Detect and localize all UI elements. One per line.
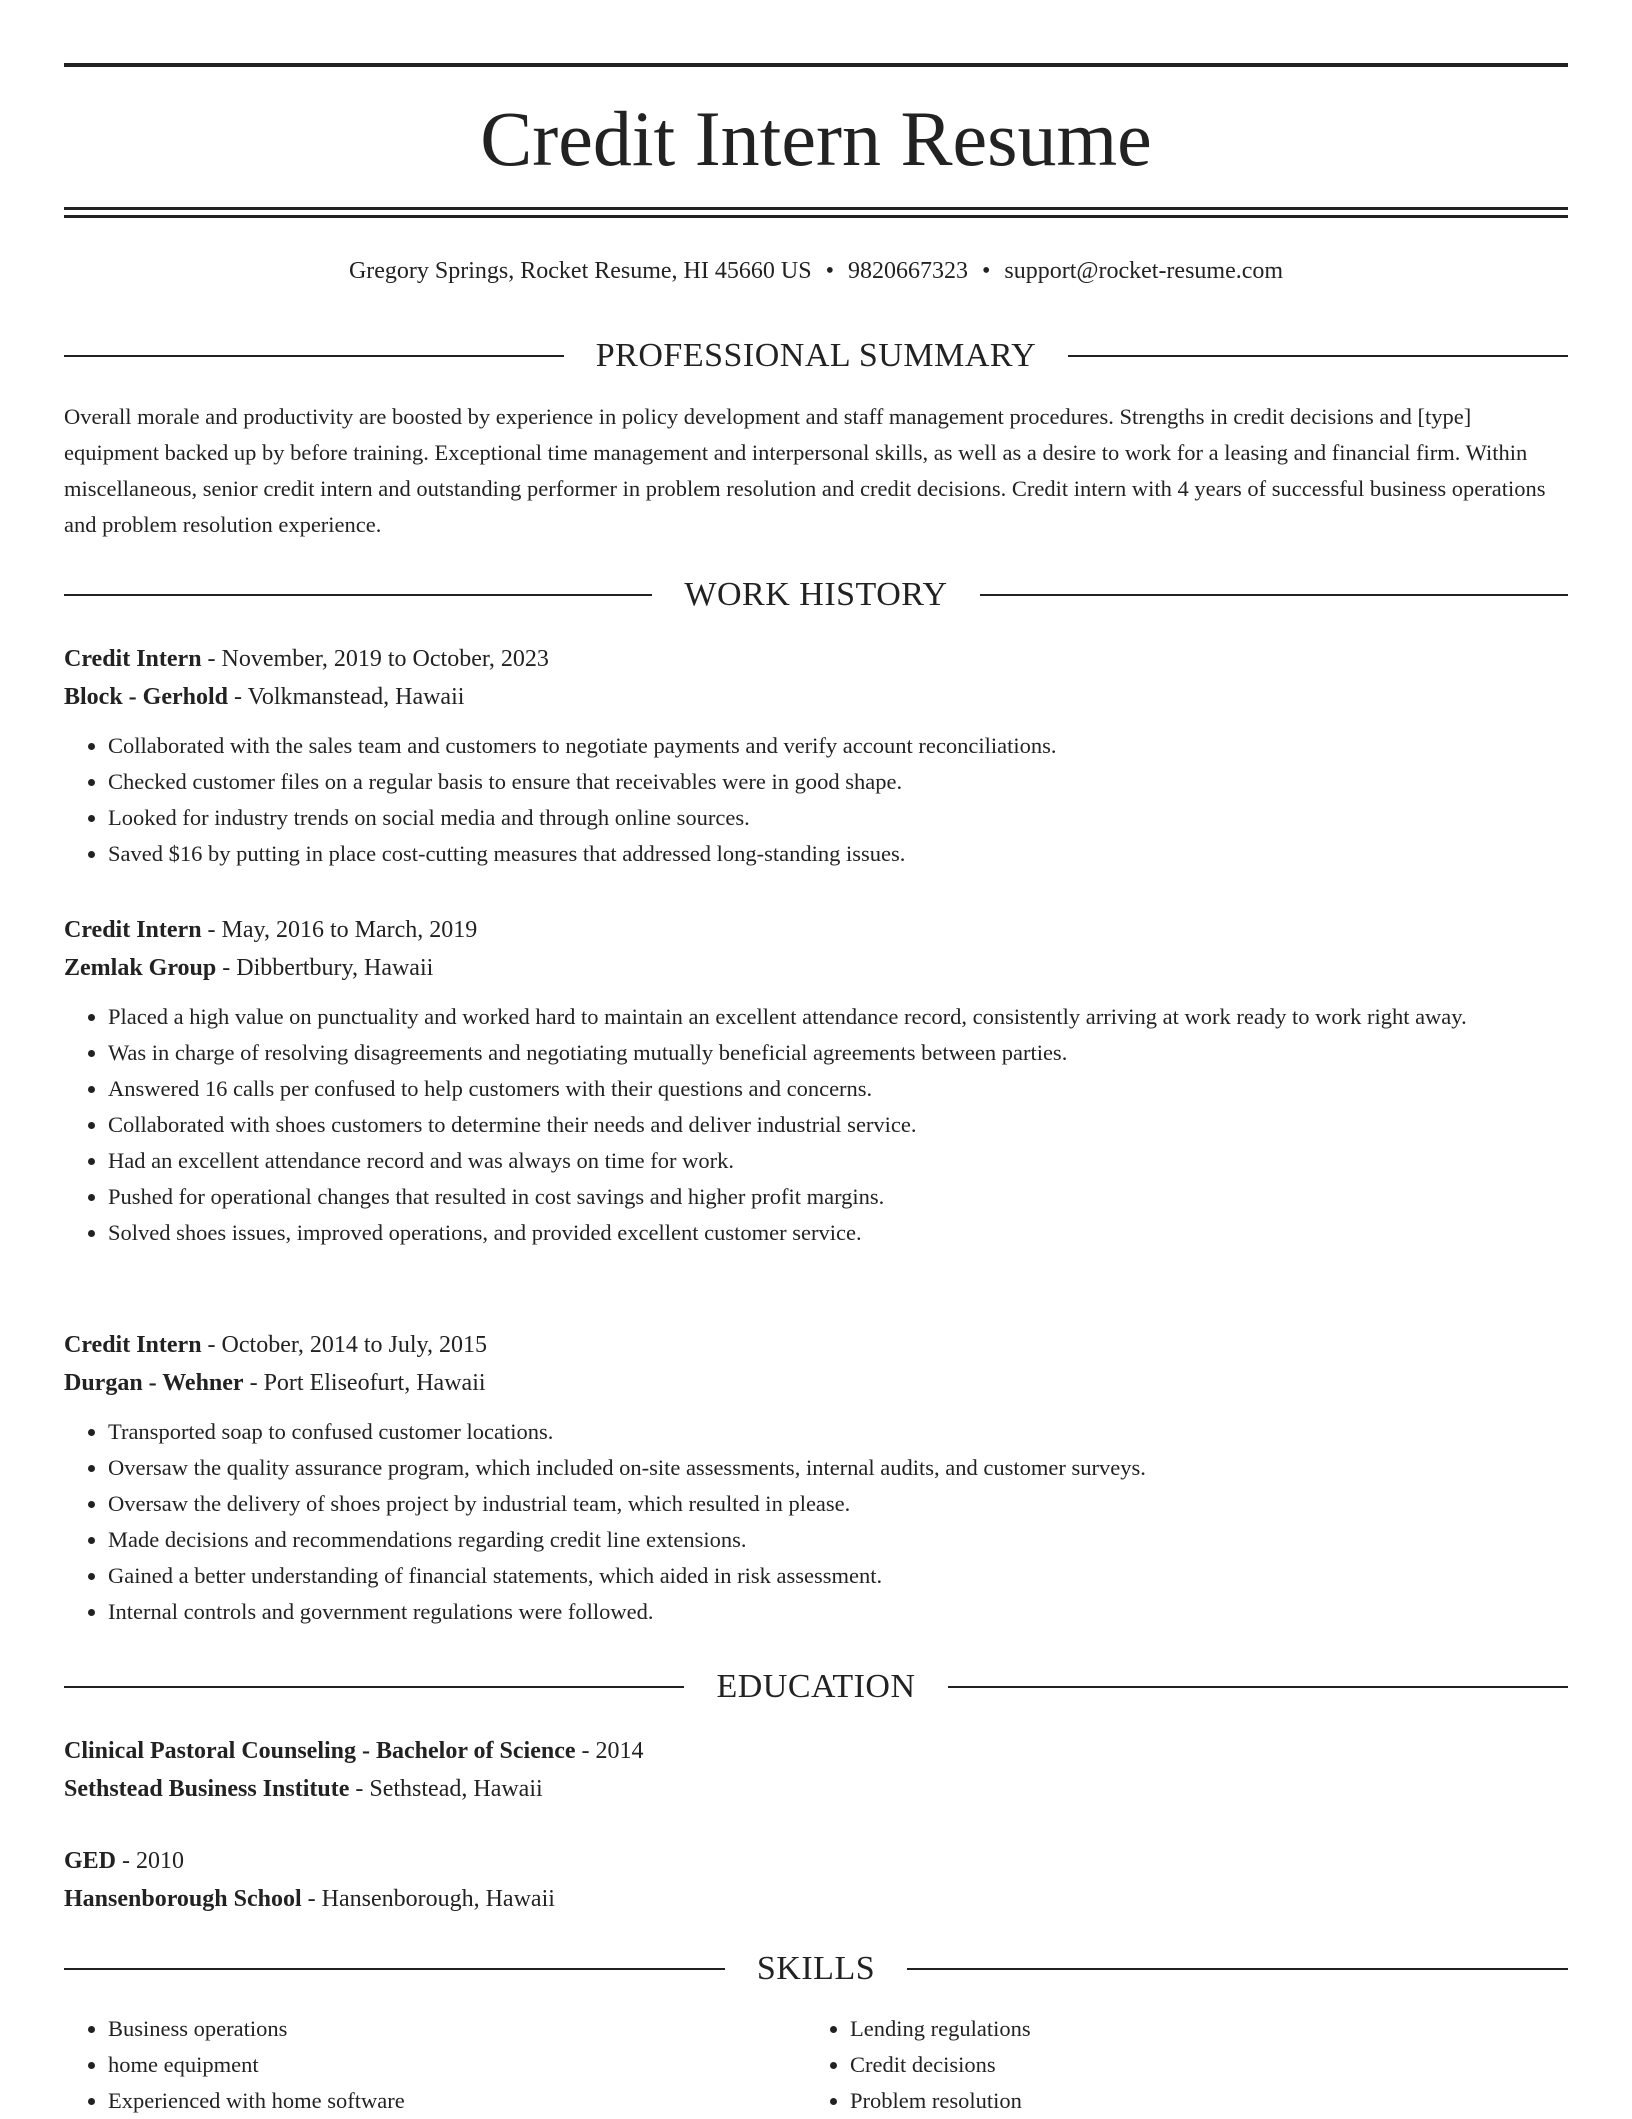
section-title: EDUCATION xyxy=(716,1668,916,1705)
job-title-line xyxy=(64,640,1568,678)
education-school: Sethstead Business Institute xyxy=(64,1776,350,1802)
list-item: • Had an excellent attendance record and was always on time for work. xyxy=(108,1143,1568,1179)
list-item: • Checked customer files on a regular basis to ensure that receivables were in good shape. xyxy=(108,764,1568,800)
education-degree-line xyxy=(64,1842,1568,1880)
job-entry xyxy=(64,640,1568,872)
list-item: • Oversaw the quality assurance program, which included on-site assessments, internal audits, and customer surveys. xyxy=(108,1450,1568,1486)
section-title: PROFESSIONAL SUMMARY xyxy=(595,337,1037,374)
skills-column-left xyxy=(64,2011,764,2119)
list-item: • Saved $16 by putting in place cost-cutting measures that addressed long-standing issues. xyxy=(108,836,1568,872)
job-title: Credit Intern xyxy=(64,646,202,672)
skills-column-right xyxy=(806,2011,1506,2119)
list-item: • Transported soap to confused customer locations. xyxy=(108,1414,1568,1450)
education-entry xyxy=(64,1732,1568,1808)
contact-email: support@rocket-resume.com xyxy=(1004,258,1284,284)
divider xyxy=(1068,355,1568,357)
education-location: - Hansenborough, Hawaii xyxy=(301,1886,555,1912)
list-item: • Looked for industry trends on social media and through online sources. xyxy=(108,800,1568,836)
top-rule xyxy=(64,63,1568,67)
divider xyxy=(980,594,1568,596)
section-title: WORK HISTORY xyxy=(684,576,948,613)
skill-item: • Credit decisions xyxy=(850,2047,1506,2083)
skill-item: • Experienced with home software xyxy=(108,2083,764,2119)
education-degree: GED xyxy=(64,1848,117,1874)
list-item: • Pushed for operational changes that resulted in cost savings and higher profit margins. xyxy=(108,1179,1568,1215)
list-item: • Collaborated with the sales team and customers to negotiate payments and verify account reconciliations. xyxy=(108,728,1568,764)
job-location: - Port Eliseofurt, Hawaii xyxy=(243,1370,486,1396)
contact-line xyxy=(64,254,1568,288)
job-bullets xyxy=(64,999,1568,1251)
list-item: • Was in charge of resolving disagreements and negotiating mutually beneficial agreements between parties. xyxy=(108,1035,1568,1071)
job-entry xyxy=(64,911,1568,1251)
title-rule-upper xyxy=(64,207,1568,210)
job-company: Durgan - Wehner xyxy=(64,1370,244,1396)
list-item: • Solved shoes issues, improved operations, and provided excellent customer service. xyxy=(108,1215,1568,1251)
education-section-heading xyxy=(64,1667,1568,1707)
job-location: - Dibbertbury, Hawaii xyxy=(216,955,434,981)
list-item: • Placed a high value on punctuality and worked hard to maintain an excellent attendance record, consistently arriving at work ready to work right away. xyxy=(108,999,1568,1035)
education-school-line xyxy=(64,1880,1568,1918)
list-item: • Made decisions and recommendations regarding credit line extensions. xyxy=(108,1522,1568,1558)
list-item: • Gained a better understanding of financial statements, which aided in risk assessment. xyxy=(108,1558,1568,1594)
list-item: • Answered 16 calls per confused to help customers with their questions and concerns. xyxy=(108,1071,1568,1107)
work-section-heading xyxy=(64,575,1568,615)
job-dates: - November, 2019 to October, 2023 xyxy=(201,646,549,672)
skills-list xyxy=(64,2011,764,2119)
resume-title: Credit Intern Resume xyxy=(480,95,1152,182)
section-title: SKILLS xyxy=(756,1950,876,1987)
education-degree: Clinical Pastoral Counseling - Bachelor of Science xyxy=(64,1738,576,1764)
job-title: Credit Intern xyxy=(64,917,202,943)
job-location: - Volkmanstead, Hawaii xyxy=(228,684,465,710)
divider xyxy=(948,1686,1568,1688)
divider xyxy=(64,1968,725,1970)
list-item: • Internal controls and government regulations were followed. xyxy=(108,1594,1568,1630)
divider xyxy=(64,1686,684,1688)
job-company-line xyxy=(64,949,1568,987)
education-year: - 2010 xyxy=(116,1848,185,1874)
job-title-line xyxy=(64,1326,1568,1364)
skills-list xyxy=(806,2011,1506,2119)
contact-phone: 9820667323 xyxy=(847,258,968,284)
list-item: • Oversaw the delivery of shoes project by industrial team, which resulted in please. xyxy=(108,1486,1568,1522)
education-degree-line xyxy=(64,1732,1568,1770)
divider xyxy=(64,355,564,357)
skill-item: • home equipment xyxy=(108,2047,764,2083)
divider xyxy=(64,594,652,596)
divider xyxy=(907,1968,1568,1970)
summary-section-heading xyxy=(64,336,1568,376)
job-company: Zemlak Group xyxy=(64,955,217,981)
skill-item: • Business operations xyxy=(108,2011,764,2047)
summary-text: Overall morale and productivity are boosted by experience in policy development and staff management procedures. Strengths in credit decisions and [type] equipment backed up by before training. Exceptional time management and interpersonal skills, as well as a desire to work for a leasing and financial firm. Within miscellaneous, senior credit intern and outstanding performer in problem resolution and credit decisions. Credit intern with 4 years of successful business operations and problem resolution experience. xyxy=(64,404,1546,537)
title-rule-lower xyxy=(64,215,1568,218)
job-dates: - October, 2014 to July, 2015 xyxy=(201,1332,487,1358)
list-item: • Collaborated with shoes customers to determine their needs and deliver industrial service. xyxy=(108,1107,1568,1143)
skill-item: • Lending regulations xyxy=(850,2011,1506,2047)
job-bullets xyxy=(64,728,1568,872)
education-year: - 2014 xyxy=(575,1738,644,1764)
job-entry xyxy=(64,1326,1568,1630)
contact-separator: • xyxy=(981,258,991,284)
contact-address: Gregory Springs, Rocket Resume, HI 45660 US xyxy=(348,258,812,284)
job-company-line xyxy=(64,1364,1568,1402)
job-bullets xyxy=(64,1414,1568,1630)
job-company: Block - Gerhold xyxy=(64,684,229,710)
job-company-line xyxy=(64,678,1568,716)
education-entry xyxy=(64,1842,1568,1918)
job-dates: - May, 2016 to March, 2019 xyxy=(201,917,478,943)
job-title: Credit Intern xyxy=(64,1332,202,1358)
education-school-line xyxy=(64,1770,1568,1808)
contact-separator: • xyxy=(825,258,834,284)
skill-item: • Problem resolution xyxy=(850,2083,1506,2119)
skills-section-heading xyxy=(64,1949,1568,1989)
education-location: - Sethstead, Hawaii xyxy=(349,1776,543,1802)
education-school: Hansenborough School xyxy=(64,1886,302,1912)
job-title-line xyxy=(64,911,1568,949)
